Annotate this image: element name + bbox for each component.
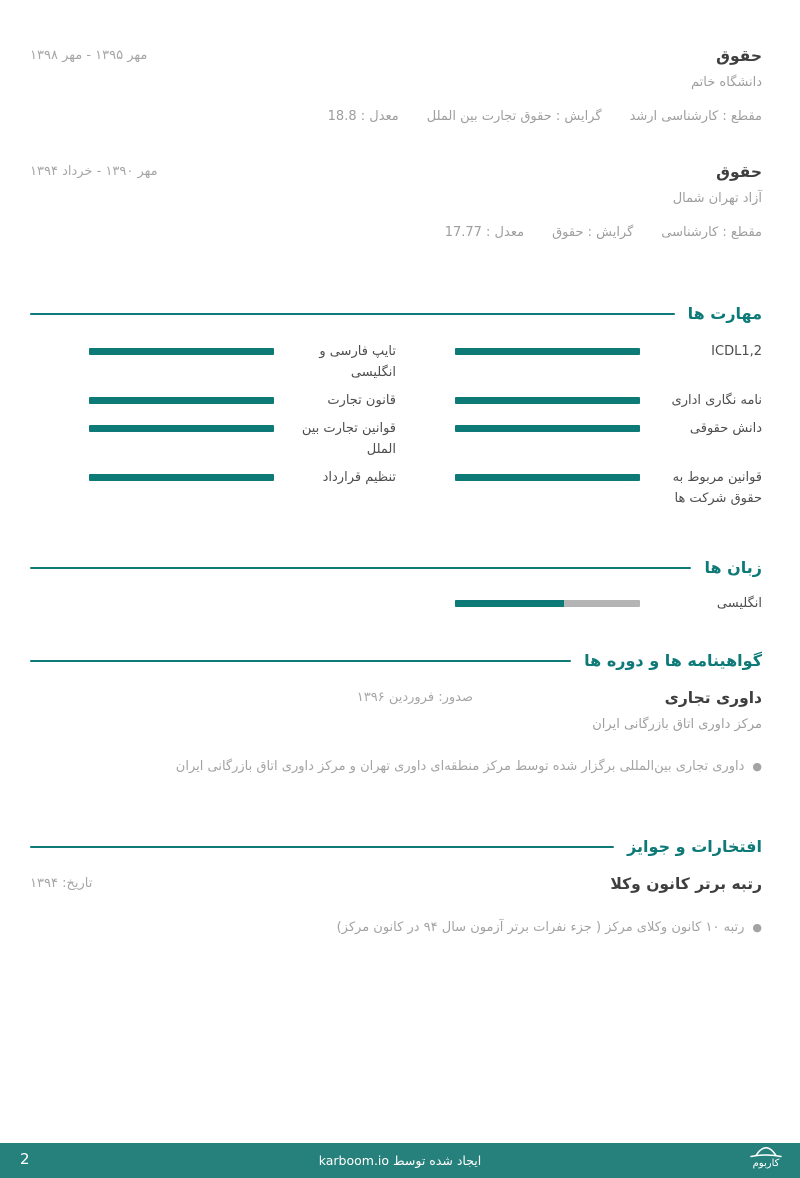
skill-item bbox=[396, 341, 762, 383]
section-rule bbox=[30, 660, 571, 662]
section-rule bbox=[30, 846, 614, 848]
education-major: گرایش : حقوق تجارت بین الملل bbox=[426, 109, 602, 124]
certificate-organization: مرکز داوری اتاق بازرگانی ایران bbox=[592, 717, 762, 732]
certificate-bullet-text: داوری تجاری بین‌المللی برگزار شده توسط مرکز منطقه‌ای داوری تهران و مرکز داوری اتاق بازرگانی ایران bbox=[175, 759, 745, 774]
language-bar-fill bbox=[455, 600, 564, 607]
skill-bar bbox=[89, 397, 274, 404]
section-rule bbox=[30, 313, 675, 315]
education-title: حقوق bbox=[716, 163, 762, 181]
hat-icon bbox=[750, 1147, 782, 1158]
skill-label: تایپ فارسی و انگلیسی bbox=[319, 344, 396, 380]
education-date: مهر ۱۳۹۵ - مهر ۱۳۹۸ bbox=[30, 48, 148, 63]
education-entry bbox=[30, 46, 762, 125]
section-title: افتخارات و جوایز bbox=[627, 837, 762, 856]
honor-bullet-text: رتبه ۱۰ کانون وکلای مرکز ( جزء نفرات برتر آزمون سال ۹۴ در کانون مرکز) bbox=[336, 920, 745, 935]
education-date: مهر ۱۳۹۰ - خرداد ۱۳۹۴ bbox=[30, 164, 158, 179]
language-item bbox=[30, 593, 762, 614]
skill-item bbox=[396, 390, 762, 411]
skill-item bbox=[30, 390, 396, 411]
education-entry bbox=[30, 162, 762, 241]
language-bar bbox=[455, 600, 640, 607]
education-organization: آزاد تهران شمال bbox=[672, 191, 762, 206]
honors-section-header bbox=[30, 836, 762, 858]
bullet-dot-icon: ● bbox=[752, 760, 762, 773]
certificate-title: داوری تجاری bbox=[664, 689, 762, 707]
skill-label: ICDL1,2 bbox=[711, 344, 762, 359]
skill-item bbox=[30, 467, 396, 509]
education-title: حقوق bbox=[716, 47, 762, 65]
skill-label: نامه نگاری اداری bbox=[671, 393, 762, 408]
karboom-logo bbox=[750, 1147, 782, 1170]
certificates-section-header bbox=[30, 650, 762, 672]
skills-grid bbox=[30, 341, 762, 509]
resume-page bbox=[0, 46, 800, 937]
honor-title: رتبه برتر کانون وکلا bbox=[610, 875, 762, 893]
section-title: زبان ها bbox=[704, 558, 762, 577]
skill-item bbox=[30, 341, 396, 383]
certificate-entry bbox=[30, 688, 762, 776]
honor-bullet bbox=[30, 919, 762, 937]
skill-label: تنظیم قرارداد bbox=[322, 470, 396, 485]
skill-bar bbox=[89, 474, 274, 481]
section-title: مهارت ها bbox=[687, 304, 762, 323]
page-number: 2 bbox=[20, 1150, 30, 1168]
languages-section-header bbox=[30, 557, 762, 579]
section-rule bbox=[30, 567, 691, 569]
skills-section-header bbox=[30, 303, 762, 325]
skill-label: قوانین مربوط به حقوق شرکت ها bbox=[672, 470, 762, 506]
skill-label: قانون تجارت bbox=[327, 393, 396, 408]
honor-entry bbox=[30, 874, 762, 937]
section-title: گواهینامه ها و دوره ها bbox=[584, 651, 762, 670]
skill-bar bbox=[455, 348, 640, 355]
education-details bbox=[30, 224, 762, 241]
honor-date: تاریخ: ۱۳۹۴ bbox=[30, 876, 93, 891]
education-organization: دانشگاه خاتم bbox=[691, 75, 762, 90]
footer-credit: ایجاد شده توسط karboom.io bbox=[318, 1153, 482, 1168]
skill-item bbox=[30, 418, 396, 460]
skill-bar bbox=[455, 425, 640, 432]
skill-bar bbox=[89, 425, 274, 432]
certificate-issue-date: صدور: فروردین ۱۳۹۶ bbox=[356, 690, 473, 705]
education-major: گرایش : حقوق bbox=[552, 225, 634, 240]
education-gpa: معدل : 18.8 bbox=[327, 109, 399, 124]
skill-bar bbox=[455, 397, 640, 404]
skill-bar bbox=[455, 474, 640, 481]
skill-item bbox=[396, 418, 762, 460]
education-gpa: معدل : 17.77 bbox=[444, 225, 525, 240]
skill-bar bbox=[89, 348, 274, 355]
education-details bbox=[30, 108, 762, 125]
education-degree: مقطع : کارشناسی ارشد bbox=[629, 109, 762, 124]
skill-label: دانش حقوقی bbox=[689, 421, 762, 436]
education-degree: مقطع : کارشناسی bbox=[661, 225, 762, 240]
footer-bar bbox=[0, 1143, 800, 1178]
language-label: انگلیسی bbox=[716, 596, 762, 611]
bullet-dot-icon: ● bbox=[752, 921, 762, 934]
certificate-bullet bbox=[30, 758, 762, 776]
skill-item bbox=[396, 467, 762, 509]
logo-text: کاربوم bbox=[752, 1158, 780, 1169]
skill-label: قوانین تجارت بین الملل bbox=[301, 421, 396, 457]
